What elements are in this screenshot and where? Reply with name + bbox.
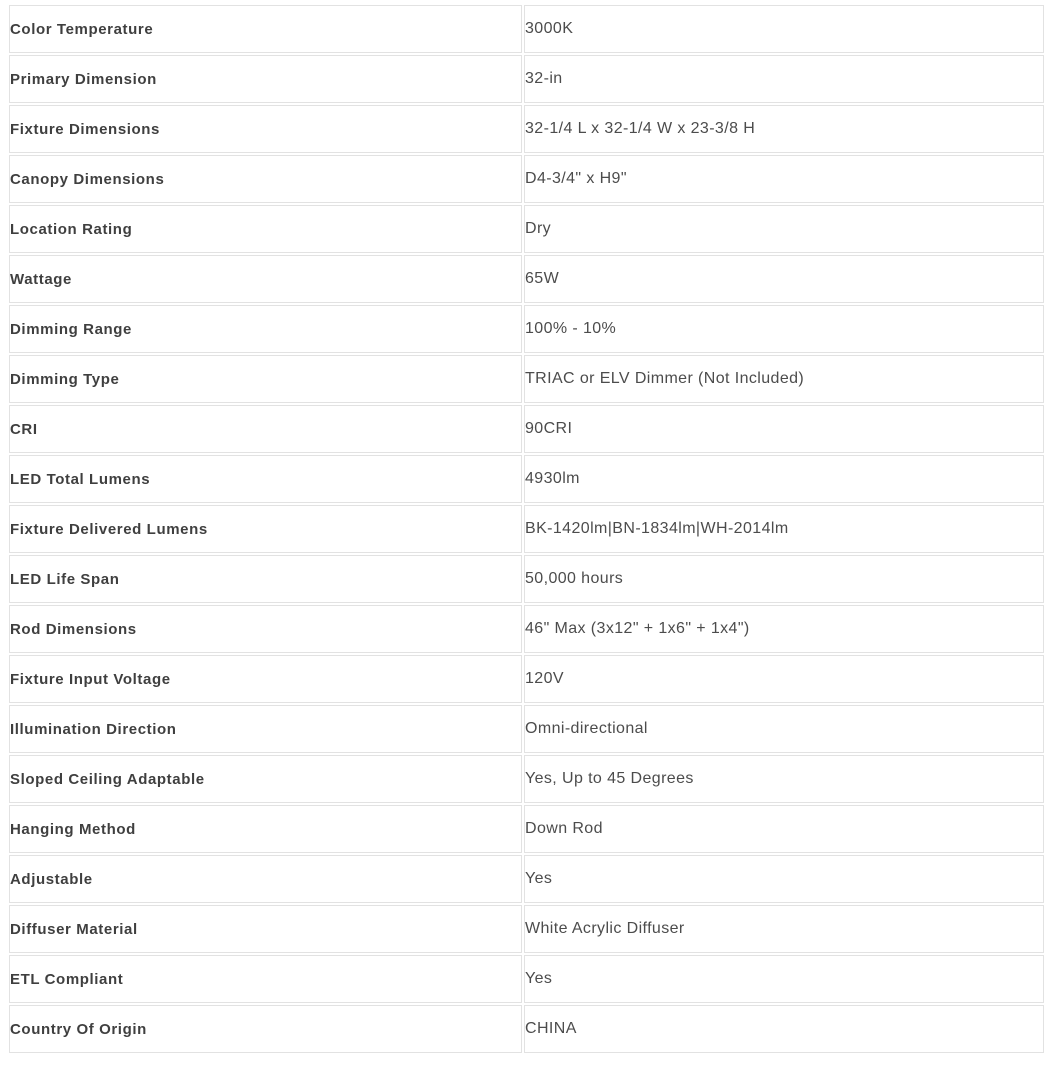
spec-label: ETL Compliant [9, 955, 522, 1003]
spec-row [9, 155, 1044, 203]
spec-row [9, 655, 1044, 703]
spec-label: Location Rating [9, 205, 522, 253]
spec-label: Sloped Ceiling Adaptable [9, 755, 522, 803]
spec-value: Omni-directional [524, 705, 1044, 753]
spec-row [9, 205, 1044, 253]
spec-label: Fixture Delivered Lumens [9, 505, 522, 553]
spec-row [9, 355, 1044, 403]
spec-label: Fixture Input Voltage [9, 655, 522, 703]
spec-row [9, 55, 1044, 103]
spec-value: 90CRI [524, 405, 1044, 453]
spec-label: Wattage [9, 255, 522, 303]
spec-row [9, 955, 1044, 1003]
spec-row [9, 605, 1044, 653]
spec-label: Primary Dimension [9, 55, 522, 103]
spec-row [9, 705, 1044, 753]
spec-row [9, 455, 1044, 503]
spec-label: Dimming Range [9, 305, 522, 353]
spec-value: Yes, Up to 45 Degrees [524, 755, 1044, 803]
spec-row [9, 505, 1044, 553]
spec-row [9, 855, 1044, 903]
spec-row [9, 105, 1044, 153]
spec-label: Rod Dimensions [9, 605, 522, 653]
spec-value: 4930lm [524, 455, 1044, 503]
spec-row [9, 1005, 1044, 1053]
spec-label: Canopy Dimensions [9, 155, 522, 203]
spec-label: LED Life Span [9, 555, 522, 603]
spec-table-body [9, 5, 1044, 1053]
spec-label: Dimming Type [9, 355, 522, 403]
spec-value: TRIAC or ELV Dimmer (Not Included) [524, 355, 1044, 403]
spec-value: 120V [524, 655, 1044, 703]
spec-value: Down Rod [524, 805, 1044, 853]
spec-label: Hanging Method [9, 805, 522, 853]
spec-value: 100% - 10% [524, 305, 1044, 353]
spec-value: 46" Max (3x12" + 1x6" + 1x4") [524, 605, 1044, 653]
spec-label: Fixture Dimensions [9, 105, 522, 153]
spec-label: Color Temperature [9, 5, 522, 53]
spec-label: Adjustable [9, 855, 522, 903]
spec-value: White Acrylic Diffuser [524, 905, 1044, 953]
spec-row [9, 405, 1044, 453]
spec-row [9, 905, 1044, 953]
spec-label: CRI [9, 405, 522, 453]
spec-value: CHINA [524, 1005, 1044, 1053]
spec-value: D4-3/4" x H9" [524, 155, 1044, 203]
product-spec-table [7, 3, 1046, 1055]
spec-value: 65W [524, 255, 1044, 303]
spec-value: 32-in [524, 55, 1044, 103]
spec-label: Country Of Origin [9, 1005, 522, 1053]
spec-value: 50,000 hours [524, 555, 1044, 603]
spec-label: LED Total Lumens [9, 455, 522, 503]
spec-label: Illumination Direction [9, 705, 522, 753]
spec-row [9, 305, 1044, 353]
spec-value: Yes [524, 855, 1044, 903]
spec-value: Dry [524, 205, 1044, 253]
spec-value: BK-1420lm|BN-1834lm|WH-2014lm [524, 505, 1044, 553]
spec-row [9, 5, 1044, 53]
spec-row [9, 805, 1044, 853]
spec-row [9, 755, 1044, 803]
spec-value: Yes [524, 955, 1044, 1003]
spec-label: Diffuser Material [9, 905, 522, 953]
spec-row [9, 555, 1044, 603]
spec-row [9, 255, 1044, 303]
spec-value: 32-1/4 L x 32-1/4 W x 23-3/8 H [524, 105, 1044, 153]
spec-value: 3000K [524, 5, 1044, 53]
